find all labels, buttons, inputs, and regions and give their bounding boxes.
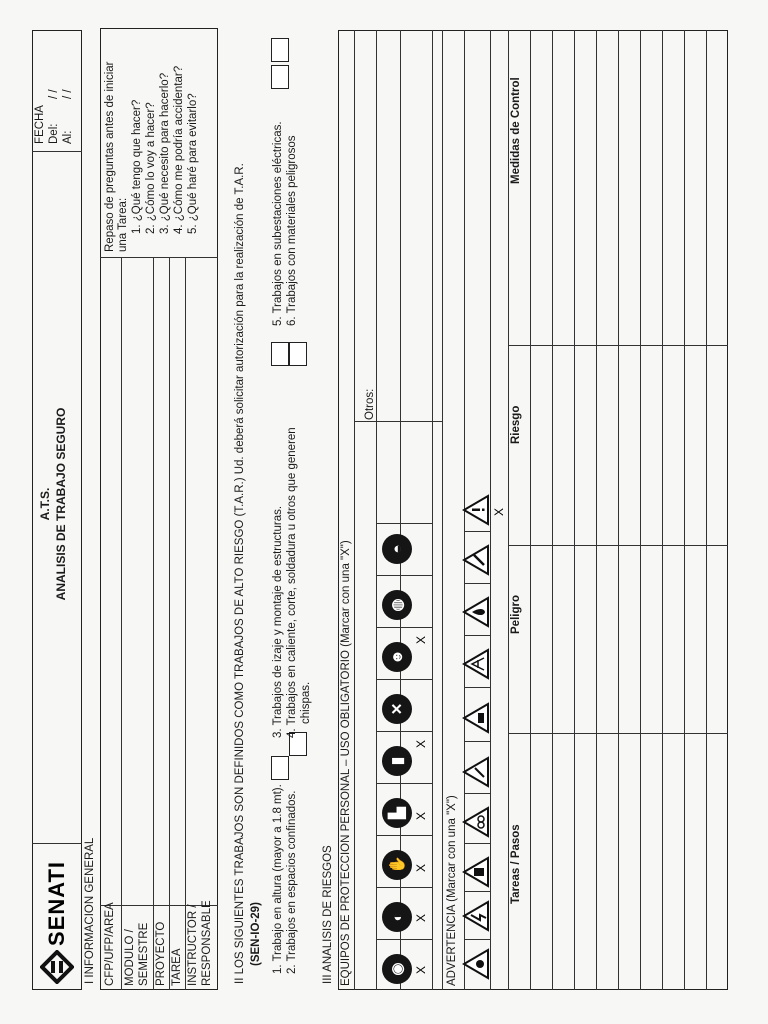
col-header-medidas: Medidas de Control — [510, 77, 522, 184]
senati-logo-icon — [40, 950, 74, 984]
advertencia-label: ADVERTENCIA (Marcar con una "X") — [446, 795, 458, 986]
field-input-area[interactable] — [101, 259, 217, 904]
section3-heading: III ANALISIS DE RIESGOS — [322, 845, 334, 984]
epp-mark-3[interactable]: X — [414, 863, 428, 872]
fecha-label: FECHA — [34, 105, 46, 144]
review-question-5: 5. ¿Qué haré para evitarlo? — [187, 93, 199, 234]
review-question-1: 1. ¿Qué tengo que hacer? — [131, 99, 143, 234]
otros-input[interactable] — [380, 32, 430, 420]
logo-text: SENATI — [44, 860, 69, 946]
section2-heading: II LOS SIGUIENTES TRABAJOS SON DEFINIDOS COMO TRABAJOS DE ALTO RIESGO (T.A.R.) Ud. deberá solicitar autorización para la realización de T.A.R. — [234, 163, 246, 984]
review-title-1: Repaso de preguntas antes de iniciar — [104, 61, 116, 252]
tar-item-2: 2. Trabajos en espacios confinados. — [286, 790, 298, 974]
review-title-2: una Tarea: — [117, 197, 129, 252]
field-responsable: RESPONSABLE — [201, 900, 213, 986]
col-header-riesgo: Riesgo — [510, 405, 522, 444]
epp-mark-5[interactable]: X — [414, 739, 428, 748]
biohazard-icon — [462, 806, 490, 838]
al-date[interactable]: / / — [62, 89, 74, 99]
field-semestre: SEMESTRE — [138, 922, 150, 986]
al-label: Al: — [62, 130, 74, 144]
electricity-hazard-icon — [462, 900, 490, 932]
col-header-tareas: Tareas / Pasos — [510, 824, 522, 904]
field-modulo: MODULO / — [124, 929, 136, 986]
field-proyecto: PROYECTO — [155, 921, 167, 986]
tar-checkbox-3[interactable] — [271, 342, 289, 366]
form-subtitle: ANALISIS DE TRABAJO SEGURO — [54, 407, 68, 601]
tar-item-4-cont: chispas. — [300, 681, 312, 724]
tar-item-6: 6. Trabajos con materiales peligrosos — [286, 135, 298, 326]
lifting-hazard-icon — [462, 702, 490, 734]
explosion-hazard-icon — [462, 648, 490, 680]
ear-protection-icon: ◐ — [382, 902, 412, 932]
tar-item-1: 1. Trabajo en altura (mayor a 1.8 mt). — [272, 784, 284, 974]
field-instructor: INSTRUCTOR / — [187, 904, 199, 986]
epp-mark-1[interactable]: X — [414, 965, 428, 974]
senati-logo — [38, 849, 76, 984]
tar-checkbox-1[interactable] — [271, 756, 289, 780]
epp-mark-4[interactable]: X — [414, 811, 428, 820]
del-label: Del: — [48, 123, 60, 144]
mask-icon: ◍ — [382, 590, 412, 620]
helmet-icon: ◓ — [382, 534, 412, 564]
tar-checkbox-4[interactable] — [289, 342, 307, 366]
review-question-4: 4. ¿Cómo me podría accidentar? — [173, 65, 185, 234]
fire-hazard-icon — [462, 596, 490, 628]
field-cfp: CFP/UFP/AREA — [104, 902, 116, 986]
gloves-icon: ✋ — [382, 850, 412, 880]
epp-label: EQUIPOS DE PROTECCION PERSONAL – USO OBLIGATORIO (Marcar con una "X") — [340, 540, 352, 986]
warning-mark-1[interactable]: X — [492, 507, 506, 516]
section2-code: (SEN-IO-29) — [250, 902, 262, 966]
review-question-3: 3. ¿Qué necesito para hacerlo? — [159, 72, 171, 234]
respirator-icon: ☻ — [382, 642, 412, 672]
risk-rows-input-area[interactable] — [531, 31, 727, 989]
form-title: A.T.S. — [38, 487, 52, 521]
del-date[interactable]: / / — [48, 89, 60, 99]
tar-item-4: 4. Trabajos en caliente, corte, soldadura u otros que generen — [286, 427, 298, 738]
chemical-hazard-icon — [462, 948, 490, 980]
apron-icon: ▮ — [382, 746, 412, 776]
review-question-2: 2. ¿Cómo lo voy a hacer? — [145, 102, 157, 234]
flammable-hazard-icon — [462, 856, 490, 888]
section1-heading: I INFORMACION GENERAL — [84, 837, 96, 984]
general-danger-icon — [462, 494, 490, 526]
safety-boots-icon: ▙ — [382, 798, 412, 828]
epp-mark-2[interactable]: X — [414, 913, 428, 922]
col-header-peligro: Peligro — [510, 595, 522, 634]
harness-icon: ✕ — [382, 694, 412, 724]
tar-item-5: 5. Trabajos en subestaciones eléctricas. — [272, 121, 284, 326]
tar-checkbox-6[interactable] — [271, 38, 289, 62]
otros-label: Otros: — [364, 388, 376, 420]
tar-item-3: 3. Trabajos de izaje y montaje de estructuras. — [272, 505, 284, 738]
epp-mark-6[interactable]: X — [414, 635, 428, 644]
slippery-floor-icon — [462, 756, 490, 788]
face-shield-icon: ◉ — [382, 954, 412, 984]
fall-hazard-icon — [462, 544, 490, 576]
tar-checkbox-5[interactable] — [271, 65, 289, 89]
field-tarea: TAREA — [171, 948, 183, 986]
